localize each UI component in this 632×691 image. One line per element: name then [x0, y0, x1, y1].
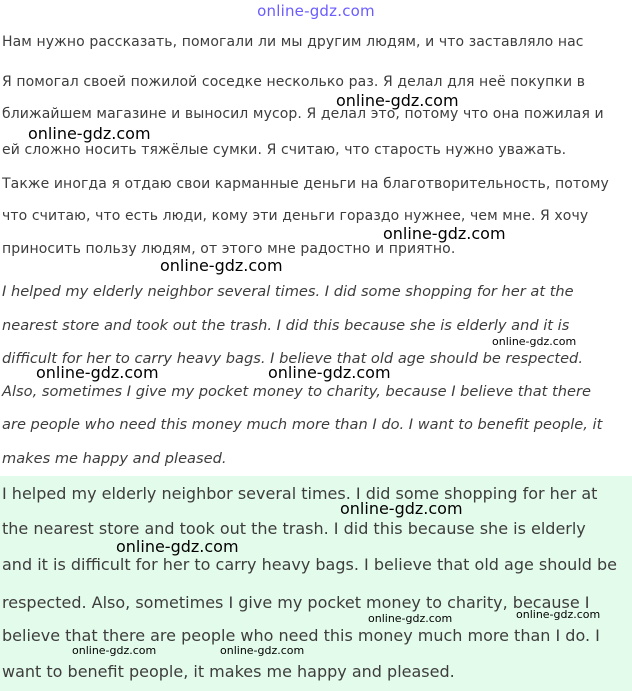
english-text-line: difficult for her to carry heavy bags. I believe that old age should be respected.	[2, 350, 583, 367]
answer-text-line: the nearest store and took out the trash. I did this because she is elderly	[2, 519, 586, 538]
answer-text-line: and it is difficult for her to carry heavy bags. I believe that old age should be	[2, 555, 617, 574]
english-text-line: are people who need this money much more than I do. I want to benefit people, it	[2, 416, 603, 433]
english-text-line: nearest store and took out the trash. I did this because she is elderly and it is	[2, 317, 570, 334]
russian-text-line: Я помогал своей пожилой соседке несколько раз. Я делал для неё покупки в	[2, 74, 586, 90]
watermark: online-gdz.com	[36, 363, 159, 382]
russian-text-line: ей сложно носить тяжёлые сумки. Я считаю, что старость нужно уважать.	[2, 142, 567, 158]
watermark: online-gdz.com	[516, 608, 601, 621]
watermark: online-gdz.com	[492, 335, 577, 348]
watermark: online-gdz.com	[72, 644, 157, 657]
watermark: online-gdz.com	[116, 537, 239, 556]
watermark: online-gdz.com	[268, 363, 391, 382]
watermark: online-gdz.com	[368, 612, 453, 625]
answer-text-line: respected. Also, sometimes I give my pocket money to charity, because I	[2, 593, 590, 612]
english-text-line: makes me happy and pleased.	[2, 450, 227, 467]
watermark: online-gdz.com	[28, 124, 151, 143]
watermark: online-gdz.com	[340, 499, 463, 518]
task-prompt: Нам нужно рассказать, помогали ли мы другим людям, и что заставляло нас	[2, 34, 584, 50]
answer-text-line: I helped my elderly neighbor several times. I did some shopping for her at	[2, 484, 598, 503]
watermark: online-gdz.com	[383, 224, 506, 243]
russian-text-line: что считаю, что есть люди, кому эти деньги гораздо нужнее, чем мне. Я хочу	[2, 208, 589, 224]
russian-text-line: ближайшем магазине и выносил мусор. Я делал это, потому что она пожилая и	[2, 106, 604, 122]
russian-text-line: Также иногда я отдаю свои карманные деньги на благотворительность, потому	[2, 176, 609, 192]
site-header-logo[interactable]: online-gdz.com	[257, 2, 375, 20]
watermark: online-gdz.com	[160, 256, 283, 275]
watermark: online-gdz.com	[220, 644, 305, 657]
watermark: online-gdz.com	[336, 91, 459, 110]
answer-text-line: believe that there are people who need this money much more than I do. I	[2, 626, 600, 645]
answer-text-line: want to benefit people, it makes me happy and pleased.	[2, 662, 455, 681]
answer-box	[0, 476, 632, 691]
english-text-line: I helped my elderly neighbor several times. I did some shopping for her at the	[2, 283, 574, 300]
english-text-line: Also, sometimes I give my pocket money to charity, because I believe that there	[2, 383, 591, 400]
russian-text-line: приносить пользу людям, от этого мне радостно и приятно.	[2, 241, 456, 257]
